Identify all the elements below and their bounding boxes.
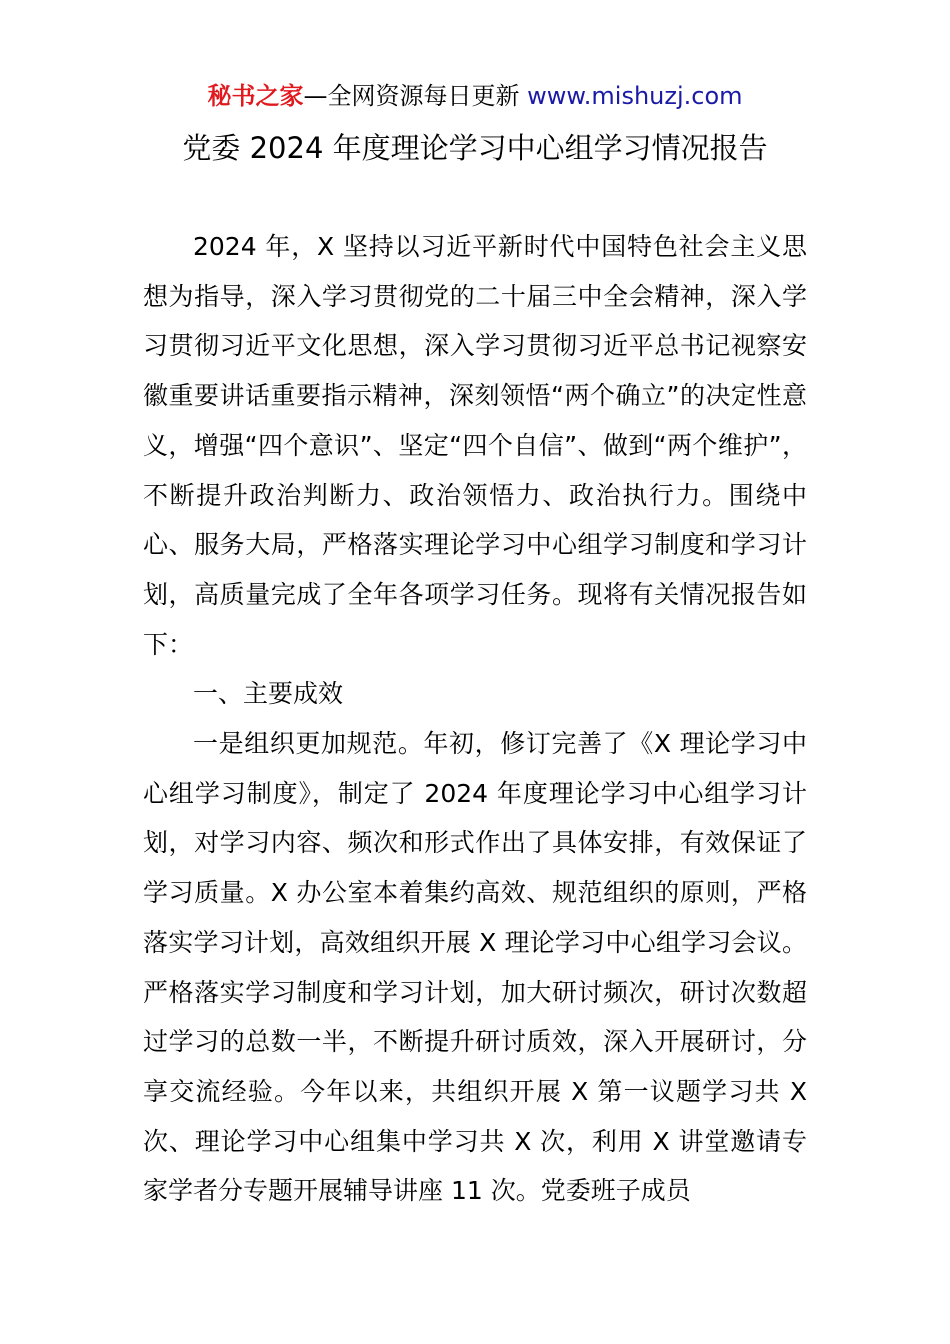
- site-tagline: —全网资源每日更新: [303, 82, 528, 110]
- document-title: 党委 2024 年度理论学习中心组学习情况报告: [182, 131, 768, 165]
- site-header: [0, 80, 950, 112]
- document-body: [143, 222, 807, 1216]
- body-paragraph: 一是组织更加规范。年初，修订完善了《X 理论学习中心组学习制度》，制定了 2024 年度理论学习中心组学习计划，对学习内容、频次和形式作出了具体安排，有效保证了学习质量。X 办公室本着集约高效、规范组织的原则，严格落实学习计划，高效组织开展 X 理论学习中心组学习会议。严格落实学习制度和学习计划，加大研讨频次，研讨次数超过学习的总数一半，不断提升研讨质效，深入开展研讨，分享交流经验。今年以来，共组织开展 X 第一议题学习共 X 次、理论学习中心组集中学习共 X 次，利用 X 讲堂邀请专家学者分专题开展辅导讲座 11 次。党委班子成员: [143, 729, 807, 1206]
- site-url-link[interactable]: www.mishuzj.com: [527, 82, 743, 110]
- section-heading: 一、主要成效: [193, 679, 344, 709]
- site-brand: 秘书之家: [207, 82, 304, 110]
- intro-paragraph: 2024 年，X 坚持以习近平新时代中国特色社会主义思想为指导，深入学习贯彻党的二十届三中全会精神，深入学习贯彻习近平文化思想，深入学习贯彻习近平总书记视察安徽重要讲话重要指示精神，深刻领悟“两个确立”的决定性意义，增强“四个意识”、坚定“四个自信”、做到“两个维护”，不断提升政治判断力、政治领悟力、政治执行力。围绕中心、服务大局，严格落实理论学习中心组学习制度和学习计划，高质量完成了全年各项学习任务。现将有关情况报告如下：: [143, 232, 807, 659]
